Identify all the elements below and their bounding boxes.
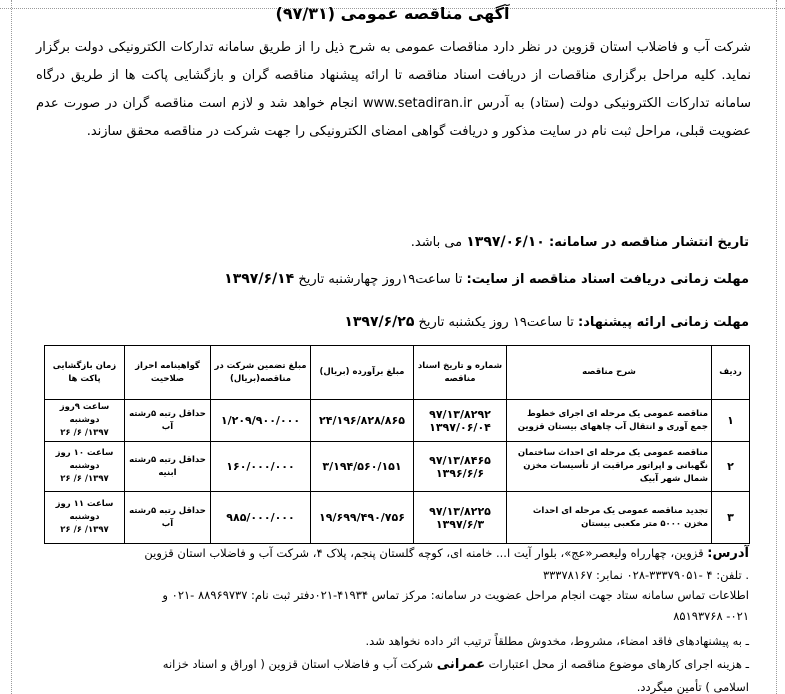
contact-line: اطلاعات تماس سامانه ستاد جهت انجام مراحل عضویت در سامانه: مرکز تماس ۴۱۹۳۴-۰۲۱دفتر ثبت نام: ۸۸۹۶۹۷۳۷ -۰۲۱ و <box>162 588 749 602</box>
header-document-number: شماره و تاریخ اسناد مناقصه <box>414 346 507 400</box>
publish-date: ۱۳۹۷/۰۶/۱۰ <box>466 234 545 250</box>
doc-number: ۹۷/۱۳/۸۲۲۵ <box>429 504 491 518</box>
header-guarantee: مبلغ تضمین شرکت در مناقصه(بریال) <box>211 346 311 400</box>
bid-deadline-text: تا ساعت۱۹ روز یکشنبه تاریخ <box>418 315 574 330</box>
row-document-number <box>414 492 507 544</box>
header-row-number: ردیف <box>712 346 750 400</box>
phone-line: . تلفن: ۴ -۳۳۳۷۹۰۵۱-۰۲۸ نمابر: ۳۳۳۷۸۱۶۷ <box>542 568 749 582</box>
opening-date: ۱۳۹۷/ ۶/ ۲۶ <box>60 474 109 484</box>
row-description: تجدید مناقصه عمومی یک مرحله ای احداث مخزن ۵۰۰۰ متر مکعبی بیستان <box>507 492 712 544</box>
note-signature: ـ به پیشنهادهای فاقد امضاء، مشروط، مخدوش مطلقاً ترتیب اثر داده نخواهد شد. <box>365 634 749 648</box>
header-description: شرح مناقصه <box>507 346 712 400</box>
row-opening-time <box>45 492 125 544</box>
row-qualification: حداقل رتبه ۵رشته ابنیه <box>125 442 211 492</box>
row-estimate: ۱۹/۶۹۹/۴۹۰/۷۵۶ <box>311 492 414 544</box>
publish-suffix: می باشد. <box>410 235 463 250</box>
row-opening-time <box>45 400 125 442</box>
row-qualification: حداقل رتبه ۵رشته آب <box>125 400 211 442</box>
address-label: آدرس: <box>707 546 749 561</box>
header-estimate: مبلغ برآورده (بریال) <box>311 346 414 400</box>
contact-line-2: ۰۲۱- ۸۵۱۹۳۷۶۸ <box>673 609 749 623</box>
doc-date: ۱۳۹۷/۶/۳ <box>435 517 485 531</box>
opening-day: ساعت ۹روز دوشنبه <box>59 402 110 425</box>
note-funding-pre: ـ هزینه اجرای کارهای موضوع مناقصه از محل اعتبارات <box>488 657 749 671</box>
row-guarantee: ۱۶۰/۰۰۰/۰۰۰ <box>211 442 311 492</box>
row-estimate: ۲۴/۱۹۶/۸۲۸/۸۶۵ <box>311 400 414 442</box>
row-document-number <box>414 442 507 492</box>
doc-deadline-label: مهلت زمانی دریافت اسناد مناقصه از سایت: <box>466 272 749 287</box>
table-header-row <box>45 346 750 400</box>
header-qualification: گواهینامه احراز صلاحیت <box>125 346 211 400</box>
row-number: ۱ <box>712 400 750 442</box>
intro-paragraph: شرکت آب و فاضلاب استان قزوین در نظر دارد مناقصات عمومی به شرح ذیل را از طریق سامانه تدارکات الکترونیکی دولت برگزار نماید. کلیه مراحل برگزاری مناقصات از دریافت اسناد مناقصه تا ارائه پیشنهاد مناقصه گران و بازگشایی پاکت ها از طریق درگاه سامانه تدارکات الکترونیکی دولت (ستاد) به آدرس www.setadiran.ir انجام خواهد شد و لازم است مناقصه گران در صورت عدم عضویت قبلی، مراحل ثبت نام در سایت مذکور و دریافت گواهی امضای الکترونیکی را جهت شرکت در مناقصه محقق سازند. <box>36 40 751 139</box>
tender-table <box>44 345 750 544</box>
note-funding-post: شرکت آب و فاضلاب استان قزوین ( اوراق و اسناد خزانه <box>162 657 434 671</box>
page-margin-right <box>776 0 777 694</box>
doc-date: ۱۳۹۶/۶/۶ <box>435 466 485 480</box>
opening-date: ۱۳۹۷/ ۶/ ۲۶ <box>60 428 109 438</box>
address-text: قزوین، چهارراه ولیعصر«عج»، بلوار آیت ا... خامنه ای، کوچه گلستان پنجم، پلاک ۴، شرکت آب و فاضلاب استان قزوین <box>144 546 704 560</box>
row-guarantee: ۹۸۵/۰۰۰/۰۰۰ <box>211 492 311 544</box>
publish-label: تاریخ انتشار مناقصه در سامانه: <box>549 235 749 250</box>
page-title: آگهی مناقصه عمومی (۹۷/۳۱) <box>275 4 510 23</box>
note-funding-end: اسلامی ) تأمین میگردد. <box>636 680 749 694</box>
doc-deadline-date: ۱۳۹۷/۶/۱۴ <box>224 271 295 287</box>
doc-number: ۹۷/۱۳/۸۲۹۲ <box>429 407 491 421</box>
page-margin-left <box>11 0 12 694</box>
row-document-number <box>414 400 507 442</box>
bid-deadline-label: مهلت زمانی ارائه پیشنهاد: <box>578 315 749 330</box>
doc-date: ۱۳۹۷/۰۶/۰۴ <box>429 420 491 434</box>
opening-day: ساعت ۱۰ روز دوشنبه <box>55 448 114 471</box>
row-description: مناقصه عمومی یک مرحله ای اجرای خطوط جمع آوری و انتقال آب چاههای بیستان قزوین <box>507 400 712 442</box>
publish-date-line <box>411 234 749 250</box>
table-row <box>45 492 750 544</box>
header-opening-time: زمان بازگشایی پاکت ها <box>45 346 125 400</box>
address-line <box>34 546 749 561</box>
table-row <box>45 442 750 492</box>
doc-deadline-text: تا ساعت۱۹روز چهارشنبه تاریخ <box>298 272 463 287</box>
bid-deadline-date: ۱۳۹۷/۶/۲۵ <box>344 314 415 330</box>
row-guarantee: ۱/۲۰۹/۹۰۰/۰۰۰ <box>211 400 311 442</box>
note-funding <box>34 657 749 672</box>
doc-deadline-line <box>224 271 749 287</box>
opening-day: ساعت ۱۱ روز دوشنبه <box>55 499 114 522</box>
row-estimate: ۳/۱۹۴/۵۶۰/۱۵۱ <box>311 442 414 492</box>
note-funding-bold: عمرانی <box>436 657 485 672</box>
row-number: ۲ <box>712 442 750 492</box>
table-row <box>45 400 750 442</box>
opening-date: ۱۳۹۷/ ۶/ ۲۶ <box>60 525 109 535</box>
row-opening-time <box>45 442 125 492</box>
row-description: مناقصه عمومی یک مرحله ای احداث ساختمان نگهبانی و اپراتور مراقبت از تأسیسات مخزن شمال شهر آبیک <box>507 442 712 492</box>
doc-number: ۹۷/۱۳/۸۴۶۵ <box>429 453 491 467</box>
row-number: ۳ <box>712 492 750 544</box>
row-qualification: حداقل رتبه ۵رشته آب <box>125 492 211 544</box>
bid-deadline-line <box>344 314 749 330</box>
